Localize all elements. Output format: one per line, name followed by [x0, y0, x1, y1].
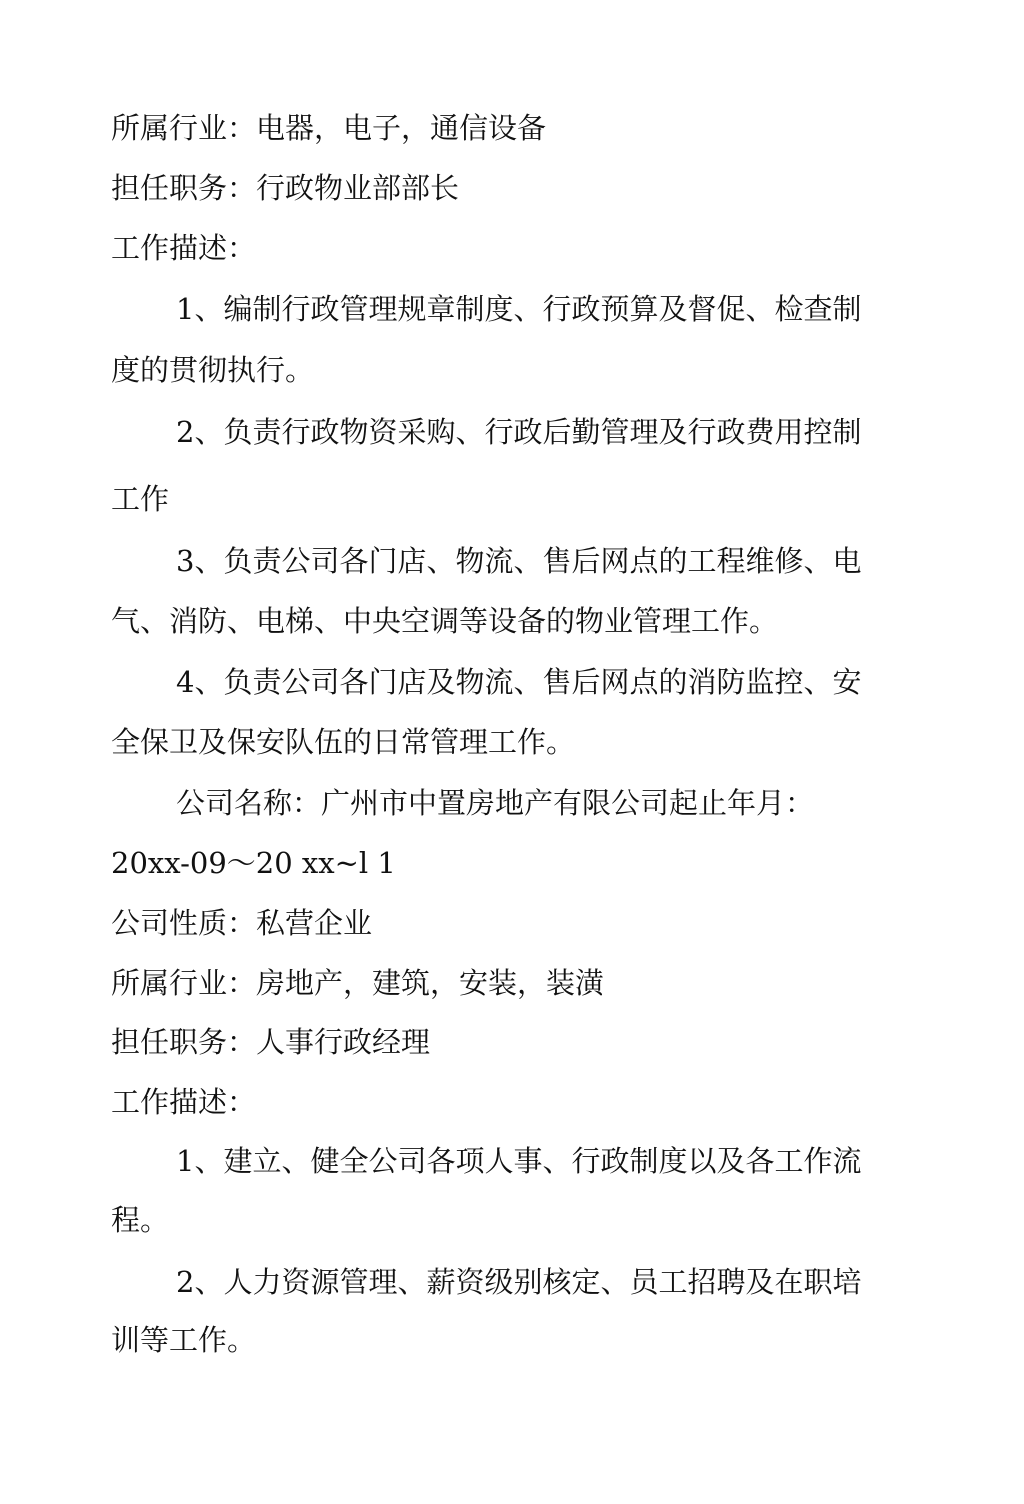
job-description-heading-1: 工作描述：	[111, 231, 257, 265]
duty-6-line-2: 训等工作。	[111, 1323, 257, 1357]
position-line-2: 担任职务：人事行政经理	[111, 1025, 431, 1059]
duty-6-line-1: 2、人力资源管理、薪资级别核定、员工招聘及在职培	[176, 1265, 862, 1299]
duty-3-line-2: 气、消防、电梯、中央空调等设备的物业管理工作。	[111, 604, 779, 638]
company-name-line: 公司名称：广州市中置房地产有限公司起止年月：	[176, 786, 815, 820]
duty-5-line-1: 1、建立、健全公司各项人事、行政制度以及各工作流	[176, 1144, 862, 1178]
position-line-1: 担任职务：行政物业部部长	[111, 171, 460, 205]
duty-5-line-2: 程。	[111, 1203, 170, 1237]
duty-2-line-1: 2、负责行政物资采购、行政后勤管理及行政费用控制	[176, 415, 862, 449]
company-type-line: 公司性质：私营企业	[111, 906, 373, 940]
duty-1-line-1: 1、编制行政管理规章制度、行政预算及督促、检查制	[176, 292, 862, 326]
job-description-heading-2: 工作描述：	[111, 1085, 257, 1119]
duty-4-line-1: 4、负责公司各门店及物流、售后网点的消防监控、安	[176, 665, 862, 699]
industry-line-1: 所属行业：电器，电子，通信设备	[111, 111, 547, 145]
industry-line-2: 所属行业：房地产，建筑，安装，装潢	[111, 966, 605, 1000]
duty-4-line-2: 全保卫及保安队伍的日常管理工作。	[111, 725, 576, 759]
date-range-line: 20xx-09～20 xx~l 1	[111, 846, 396, 880]
duty-2-line-2: 工作	[111, 482, 170, 516]
duty-3-line-1: 3、负责公司各门店、物流、售后网点的工程维修、电	[176, 544, 862, 578]
duty-1-line-2: 度的贯彻执行。	[111, 353, 315, 387]
